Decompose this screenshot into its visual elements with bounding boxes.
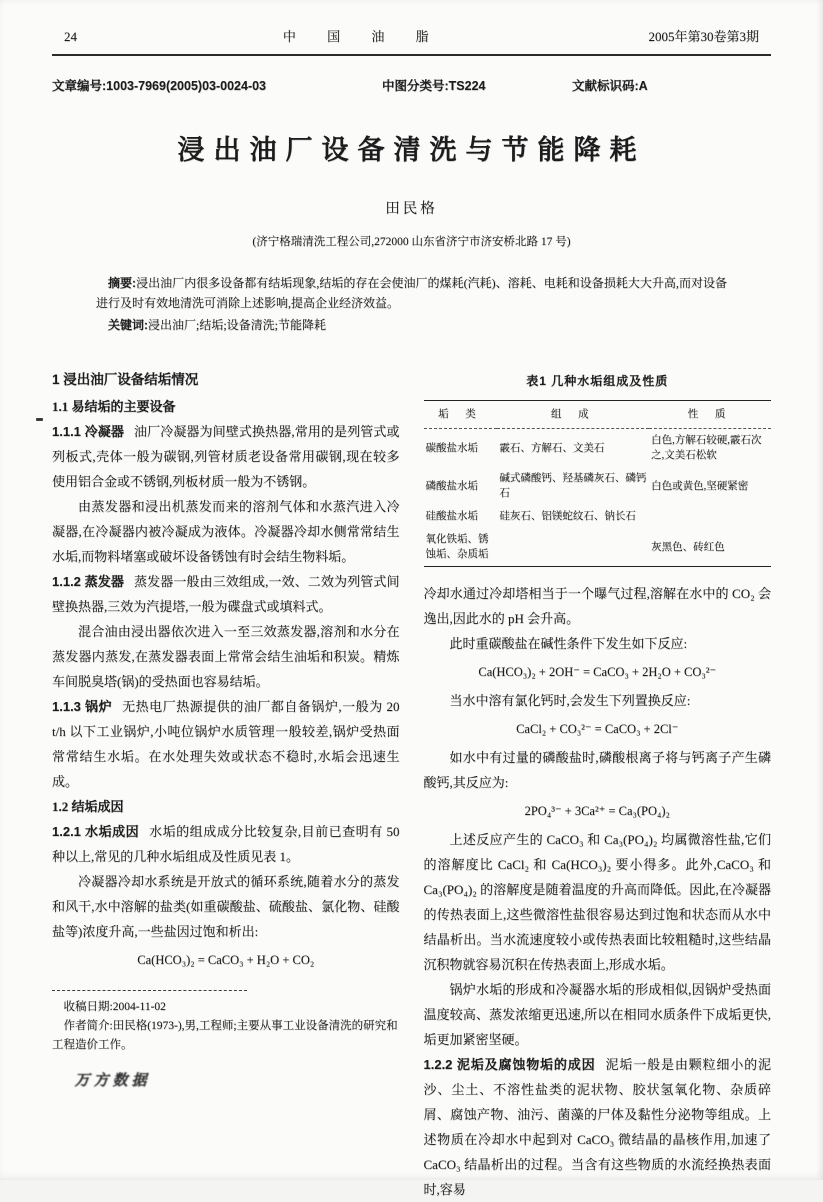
table-header-row	[424, 401, 772, 429]
paragraph-text: 水垢的组成成分比较复杂,目前已查明有 50 种以上,常见的几种水垢组成及性质见表 1。	[52, 824, 400, 864]
article-body	[52, 367, 771, 1202]
chemical-formula-3: CaCl₂ + CO₃²⁻ = CaCO₃ + 2Cl⁻	[516, 722, 679, 736]
paragraph-reaction-intro-1: 此时重碳酸盐在碱性条件下发生如下反应:	[449, 636, 688, 651]
paragraph-evaporator	[52, 569, 400, 619]
left-column	[52, 367, 400, 1202]
paragraph-evaporator-scaling: 混合油由浸出器依次进入一至三效蒸发器,溶剂和水分在蒸发器内蒸发,在蒸发器表面上常常会结生油垢和积炭。精炼车间脱臭塔(锅)的受热面也容易结垢。	[52, 624, 400, 689]
table-cell: 白色,方解石较硬,霰石次之,文美石松软	[651, 435, 762, 461]
paragraph-text: 泥垢一般是由颗粒细小的泥沙、尘土、不溶性盐类的泥状物、胶状氢氧化物、杂质碎屑、腐蚀产物、油污、菌藻的尸体及黏性分泌物等组成。上述物质在冷却水中起到对 CaCO₃ 微结晶的晶核作用,加速了 CaCO₃ 结晶析出的过程。当含有这些物质的水流经换热表面时,容易	[423, 1057, 771, 1197]
paragraph-reaction-intro-3: 如水中有过量的磷酸盐时,磷酸根离子将与钙离子产生磷酸钙,其反应为:	[423, 750, 771, 790]
footnote-divider	[52, 990, 247, 991]
subsection-label-1-1-2: 1.1.2 蒸发器	[52, 574, 124, 589]
chemical-formula-4: 2PO₄³⁻ + 3Ca²⁺ = Ca₃(PO₄)₂	[524, 804, 670, 818]
author-affiliation: (济宁格瑞清洗工程公司,272000 山东省济宁市济安桥北路 17 号)	[252, 236, 571, 248]
issue-info: 2005年第30卷第3期	[648, 29, 759, 44]
table-cell: 氧化铁垢、锈蚀垢、杂质垢	[425, 534, 489, 560]
table-header-property: 性 质	[649, 401, 771, 429]
paragraph-boiler-scale: 锅炉水垢的形成和冷凝器水垢的形成相似,因锅炉受热面温度较高、蒸发浓缩更迅速,所以在相同水质条件下成垢更快,垢更加紧密坚硬。	[423, 982, 771, 1047]
journal-title: 中 国 油 脂	[282, 29, 443, 44]
subsection-label-1-1-1: 1.1.1 冷凝器	[52, 424, 124, 439]
table-cell: 白色或黄色,坚硬紧密	[651, 480, 749, 492]
table-row	[424, 467, 772, 505]
chemical-formula-2: Ca(HCO₃)₂ + 2OH⁻ = CaCO₃ + 2H₂O + CO₃²⁻	[478, 665, 717, 679]
paragraph-condenser-scaling: 由蒸发器和浸出机蒸发而来的溶剂气体和水蒸汽进入冷凝器,在冷凝器内被冷凝成为液体。冷凝器冷却水侧常常结生水垢,而物料堵塞或破坏设备锈蚀有时会结生物料垢。	[52, 499, 400, 564]
paragraph-condenser	[52, 419, 400, 494]
wanfang-watermark: 万方数据	[74, 1073, 151, 1089]
table-cell	[649, 505, 771, 528]
table-cell	[497, 528, 649, 567]
paragraph-scale-cause	[52, 819, 400, 869]
paragraph-boiler	[52, 694, 400, 794]
chemical-formula-1: Ca(HCO₃)₂ = CaCO₃ + H₂O + CO₂	[137, 953, 315, 967]
abstract-label: 摘要:	[108, 276, 137, 290]
page-number: 24	[64, 29, 77, 44]
page-header	[52, 26, 771, 56]
scan-artifact	[36, 418, 43, 421]
article-meta	[52, 76, 771, 94]
keywords-label: 关键词:	[108, 318, 148, 332]
abstract-text: 浸出油厂内很多设备都有结垢现象,结垢的存在会使油厂的煤耗(汽耗)、溶耗、电耗和设备损耗大大升高,而对设备进行及时有效地清洗可消除上述影响,提高企业经济效益。	[96, 276, 728, 310]
scale-composition-table	[424, 400, 772, 567]
article-number: 文章编号:1003-7969(2005)03-0024-03	[52, 79, 267, 93]
table-cell: 灰黑色、砖红色	[651, 541, 725, 553]
author-bio: 作者简介:田民格(1973-),男,工程师;主要从事工业设备清洗的研究和工程造价工作。	[52, 1020, 398, 1051]
table-row	[424, 505, 772, 528]
subsection-label-1-1-3: 1.1.3 锅炉	[52, 699, 113, 714]
section-heading-1: 1 浸出油厂设备结垢情况	[52, 372, 199, 387]
paragraph-aeration: 冷却水通过冷却塔相当于一个曝气过程,溶解在水中的 CO₂ 会逸出,因此水的 pH 会升高。	[423, 586, 771, 626]
table-cell: 霰石、方解石、文美石	[499, 442, 605, 454]
table-header-type: 垢 类	[424, 401, 498, 429]
paragraph-reaction-intro-2: 当水中溶有氯化钙时,会发生下列置换反应:	[449, 693, 691, 708]
document-code: 文献标识码:A	[572, 79, 648, 93]
paragraph-cooling-system: 冷凝器冷却水系统是开放式的循环系统,随着水分的蒸发和风干,水中溶解的盐类(如重碳酸盐、硫酸盐、氯化物、硅酸盐等)浓度升高,一些盐因过饱和析出:	[52, 874, 400, 939]
table-cell: 硅灰石、铝镁蛇纹石、钠长石	[499, 511, 636, 522]
table-header-composition: 组 成	[497, 401, 649, 429]
keywords	[96, 315, 727, 335]
table-row	[424, 528, 772, 567]
footnote	[52, 990, 400, 1055]
abstract	[96, 273, 727, 313]
table-cell: 磷酸盐水垢	[425, 480, 478, 492]
paragraph-text: 油厂冷凝器为间壁式换热器,常用的是列管式或列板式,壳体一般为碳钢,列管材质老设备常用碳钢,现在较多使用铝合金或不锈钢,列板材质一般为不锈钢。	[52, 424, 400, 489]
table-cell: 硅酸盐水垢	[425, 511, 478, 522]
paragraph-text: 蒸发器一般由三效组成,一效、二效为列管式间壁换热器,三效为汽提塔,一般为碟盘式或填料式。	[52, 574, 400, 614]
article-title: 浸出油厂设备清洗与节能降耗	[177, 135, 646, 165]
subsection-label-1-2-1: 1.2.1 水垢成因	[52, 824, 140, 839]
right-column	[424, 367, 772, 1202]
table-cell: 碱式磷酸钙、羟基磷灰石、磷钙石	[499, 473, 647, 499]
section-heading-1-2: 1.2 结垢成因	[52, 799, 124, 814]
paragraph-text: 无热电厂热源提供的油厂都自备锅炉,一般为 20 t/h 以下工业锅炉,小吨位锅炉水质管理一般较差,锅炉受热面常常结生水垢。在水处理失效或状态不稳时,水垢会迅速生成。	[52, 699, 400, 789]
clc-number: 中图分类号:TS224	[382, 79, 486, 93]
table-cell: 碳酸盐水垢	[425, 442, 478, 454]
author-name: 田民格	[385, 201, 438, 217]
subsection-label-1-2-2: 1.2.2 泥垢及腐蚀物垢的成因	[423, 1057, 596, 1072]
section-heading-1-1: 1.1 易结垢的主要设备	[52, 399, 176, 414]
table-row	[424, 429, 772, 468]
received-date: 收稿日期:2004-11-02	[63, 1001, 166, 1013]
table-title: 表1 几种水垢组成及性质	[526, 374, 669, 388]
keywords-text: 浸出油厂;结垢;设备清洗;节能降耗	[148, 318, 327, 332]
paragraph-solubility: 上述反应产生的 CaCO₃ 和 Ca₃(PO₄)₂ 均属微溶性盐,它们的溶解度比 CaCl₂ 和 Ca(HCO₃)₂ 要小得多。此外,CaCO₃ 和 Ca₃(PO₄)₂ 的溶解度是随着温度的升高而降低。因此,在冷凝器的传热表面上,这些微溶性盐很容易达到过饱和状态而从水中结晶析出。当水流速度较小或传热表面比较粗糙时,这些结晶沉积物就容易沉积在传热表面上,形成水垢。	[423, 832, 771, 972]
